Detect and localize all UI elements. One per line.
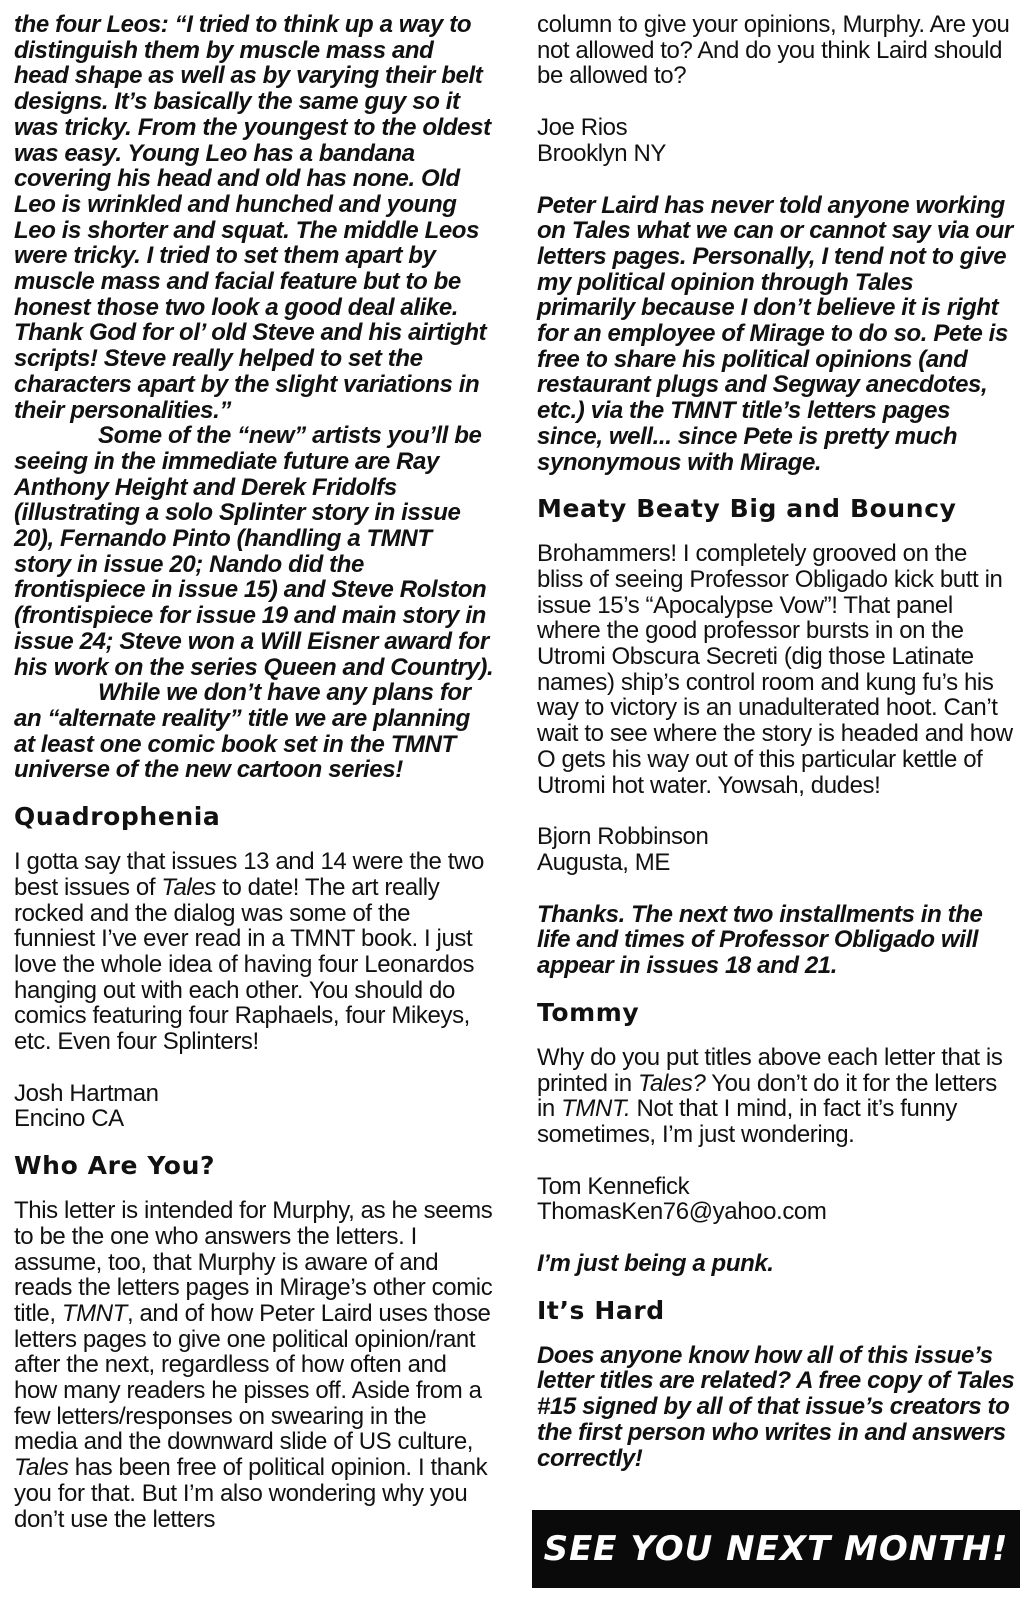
editor-response-who-are-you: Peter Laird has never told anyone working on Tales what we can or cannot say via our letters pages. Personally, I tend not to give my political opinion through Tales primarily because I don’t believe it is right for an employee of Mirage to do so. Pete is free to share his political opinions (and restaurant plugs and Segway anecdotes, etc.) via the TMNT title’s letters pages since, well... since Pete is pretty much synonymous with Mirage. xyxy=(537,191,1013,476)
editor-response-tommy: I’m just being a punk. xyxy=(537,1250,774,1278)
letter-author-name: Josh Hartman xyxy=(14,1079,159,1107)
letter-body-quadrophenia: I gotta say that issues 13 and 14 were the two best issues of Tales to date! The art really rocked and the dialog was some of the funniest I’ve ever read in a TMNT book. I just love the whole idea of having four Leonardos hanging out with each other. You should do comics featuring four Raphaels, four Mikeys, etc. Even four Splinters! xyxy=(14,848,484,1056)
editor-response-new-artists: Some of the “new” artists you’ll be seeing in the immediate future are Ray Anthony Height and Derek Fridolfs (illustrating a solo Splinter story in issue 20), Fernando Pinto (handling a TMNT story in issue 20; Nando did the frontispiece in issue 15) and Steve Rolston (frontispiece for issue 19 and main story in issue 24; Steve won a Will Eisner award for his work on the series Queen and Country). xyxy=(14,422,494,681)
letter-body-who-are-you: This letter is intended for Murphy, as he seems to be the one who answers the letters. I assume, too, that Murphy is aware of and reads the letters pages in Mirage’s other comic title, TMNT, and of how Peter Laird uses those letters pages to give one political opinion/rant after the next, regardless of how often and how many readers he pisses off. Aside from a few letters/responses on swearing in the media and the downward slide of US culture, Tales has been free of political opinion. I thank you for that. But I’m also wondering why you don’t use the letters xyxy=(14,1197,493,1533)
letter-author-name: Joe Rios xyxy=(537,114,628,142)
editor-response-leos: the four Leos: “I tried to think up a way to distinguish them by muscle mass and head shape as well as by varying their belt designs. It’s basically the same guy so it was tricky. From the youngest to the oldest was easy. Young Leo has a bandana covering his head and old has none. Old Leo is wrinkled and hunched and young Leo is shorter and squat. The middle Leos were tricky. I tried to set them apart by muscle mass and facial feature but to be honest those two look a good deal alike. Thank God for ol’ old Steve and his airtight scripts! Steve really helped to set the characters apart by the slight variations in their personalities.” xyxy=(14,11,491,424)
letter-title-quadrophenia: Quadrophenia xyxy=(14,802,221,832)
letter-author-name: Tom Kennefick xyxy=(537,1172,690,1200)
right-column xyxy=(537,12,1017,1471)
letter-title-who-are-you: Who Are You? xyxy=(14,1151,216,1181)
letter-author-location: Augusta, ME xyxy=(537,848,671,876)
letter-title-its-hard: It’s Hard xyxy=(537,1295,665,1325)
letter-author-email: ThomasKen76@yahoo.com xyxy=(537,1198,827,1226)
letter-author-location: Brooklyn NY xyxy=(537,139,666,167)
editor-response-alternate-reality: While we don’t have any plans for an “alternate reality” title we are planning at least one comic book set in the TMNT universe of the new cartoon series! xyxy=(14,679,471,784)
letter-title-meaty-beaty: Meaty Beaty Big and Bouncy xyxy=(537,494,957,524)
letter-body-tommy: Why do you put titles above each letter that is printed in Tales? You don’t do it for the letters in TMNT. Not that I mind, in fact it’s funny sometimes, I’m just wondering. xyxy=(537,1043,1003,1148)
letter-body-who-are-you-continued: column to give your opinions, Murphy. Are you not allowed to? And do you think Laird should be allowed to? xyxy=(537,11,1010,90)
letter-author-location: Encino CA xyxy=(14,1105,124,1133)
editor-contest-its-hard: Does anyone know how all of this issue’s letter titles are related? A free copy of Tales #15 signed by all of that issue’s creators to the first person who writes in and answers correctly! xyxy=(537,1341,1015,1472)
letter-body-meaty-beaty: Brohammers! I completely grooved on the bliss of seeing Professor Obligado kick butt in issue 15’s “Apocalypse Vow”! That panel where the good professor bursts in on the Utromi Obscura Secreti (dig those Latinate names) ship’s control room and kung fu’s his way to victory is an unadulterated hoot. Can’t wait to see where the story is headed and how O gets his way out of this particular kettle of Utromi hot water. Yowsah, dudes! xyxy=(537,540,1013,799)
left-column xyxy=(14,12,494,1532)
see-you-next-month-banner xyxy=(532,1510,1020,1588)
letter-author-name: Bjorn Robbinson xyxy=(537,823,709,851)
editor-response-meaty-beaty: Thanks. The next two installments in the life and times of Professor Obligado will appear in issues 18 and 21. xyxy=(537,900,983,980)
banner-text: SEE YOU NEXT MONTH! xyxy=(543,1529,1009,1569)
letter-title-tommy: Tommy xyxy=(537,997,640,1027)
